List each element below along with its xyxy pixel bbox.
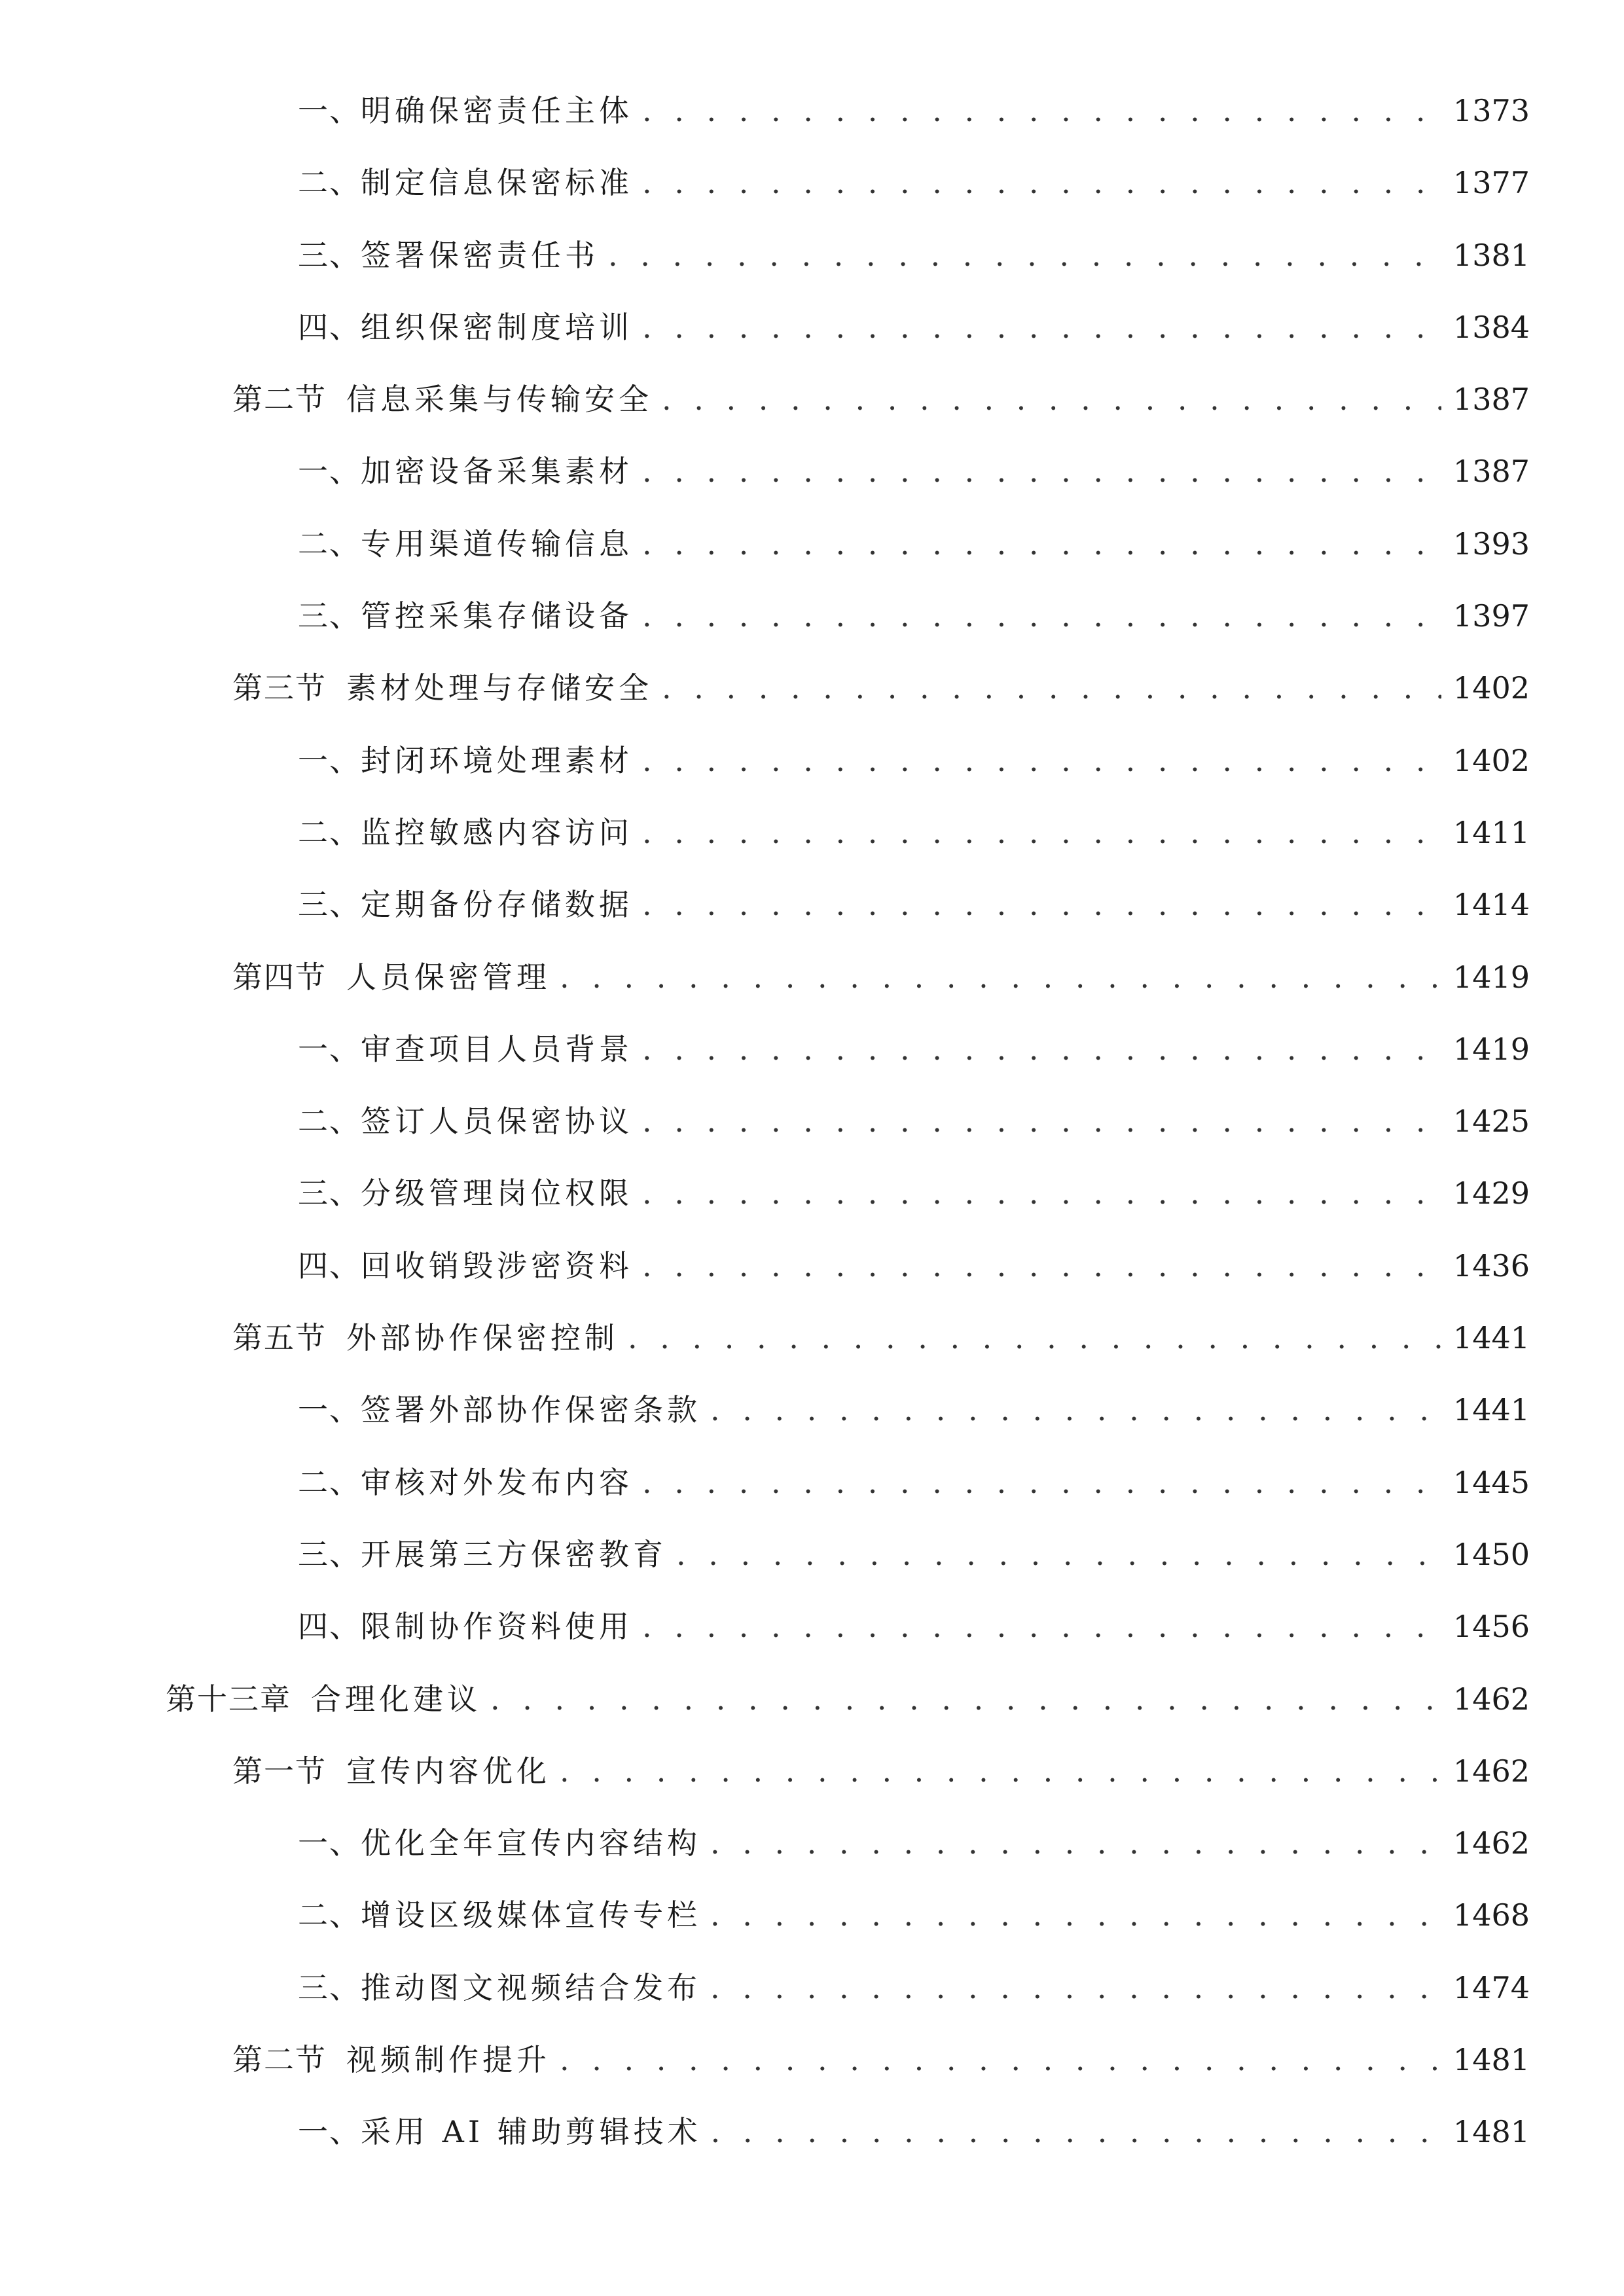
- toc-entry-page-number: 1450: [1453, 1536, 1530, 1572]
- toc-entry-page-number: 1393: [1453, 526, 1530, 562]
- toc-entry-title: 审查项目人员背景: [361, 1031, 633, 1067]
- toc-entry-title: 信息采集与传输安全: [346, 382, 653, 418]
- toc-entry-marker: 三、: [298, 1969, 361, 2005]
- toc-entry-item[interactable]: [0, 456, 1624, 528]
- dot-leader: [710, 1828, 1441, 1858]
- toc-entry-title: 明确保密责任主体: [361, 93, 633, 128]
- toc-entry-title: 视频制作提升: [346, 2042, 550, 2078]
- table-of-contents: [0, 93, 1624, 2189]
- dot-leader: [710, 1395, 1441, 1425]
- toc-entry-marker: 二、: [298, 1103, 361, 1139]
- toc-entry-item[interactable]: [0, 1897, 1624, 1972]
- toc-entry-page-number: 1402: [1453, 742, 1530, 778]
- toc-entry-item[interactable]: [0, 2114, 1624, 2189]
- toc-entry-marker: 二、: [298, 814, 361, 850]
- toc-entry-title: 定期备份存储数据: [361, 887, 633, 923]
- toc-entry-page-number: 1441: [1453, 1320, 1530, 1356]
- toc-entry-page-number: 1387: [1453, 454, 1530, 490]
- toc-entry-title: 采用 AI 辅助剪辑技术: [361, 2114, 702, 2150]
- toc-entry-title: 审核对外发布内容: [361, 1464, 633, 1500]
- toc-entry-item[interactable]: [0, 598, 1624, 673]
- toc-entry-page-number: 1397: [1453, 598, 1530, 634]
- toc-entry-marker: 第二节: [232, 2042, 327, 2078]
- toc-entry-page-number: 1411: [1453, 814, 1530, 850]
- toc-entry-page-number: 1474: [1453, 1969, 1530, 2005]
- toc-entry-title: 优化全年宣传内容结构: [361, 1825, 701, 1861]
- dot-leader: [642, 889, 1441, 920]
- toc-entry-marker: 第十三章: [166, 1681, 291, 1717]
- toc-entry-page-number: 1384: [1453, 309, 1530, 345]
- toc-entry-page-number: 1414: [1453, 887, 1530, 923]
- dot-leader: [642, 96, 1441, 126]
- toc-entry-item[interactable]: [0, 165, 1624, 240]
- toc-entry-title: 人员保密管理: [346, 959, 550, 995]
- toc-entry-page-number: 1402: [1453, 670, 1530, 706]
- toc-entry-marker: 一、: [298, 454, 361, 490]
- dot-leader: [662, 384, 1441, 414]
- toc-entry-title: 组织保密制度培训: [361, 309, 633, 345]
- toc-entry-marker: 二、: [298, 165, 361, 201]
- toc-entry-title: 外部协作保密控制: [346, 1320, 619, 1356]
- dot-leader: [642, 456, 1441, 486]
- toc-entry-title: 增设区级媒体宣传专栏: [361, 1897, 701, 1933]
- toc-entry-marker: 第一节: [232, 1753, 327, 1789]
- toc-entry-marker: 一、: [298, 742, 361, 778]
- toc-entry-marker: 三、: [298, 1536, 361, 1572]
- dot-leader: [642, 1034, 1441, 1064]
- dot-leader: [490, 1684, 1441, 1714]
- toc-entry-page-number: 1481: [1453, 2114, 1530, 2150]
- toc-entry-marker: 第二节: [232, 382, 327, 418]
- dot-leader: [710, 1973, 1441, 2003]
- toc-entry-marker: 第三节: [232, 670, 327, 706]
- toc-entry-marker: 四、: [298, 1609, 361, 1645]
- toc-entry-item[interactable]: [0, 526, 1624, 601]
- toc-entry-item[interactable]: [0, 814, 1624, 889]
- dot-leader: [560, 962, 1441, 992]
- toc-entry-item[interactable]: [0, 93, 1624, 168]
- toc-entry-item[interactable]: [0, 237, 1624, 312]
- dot-leader: [642, 1467, 1441, 1498]
- toc-entry-marker: 三、: [298, 1175, 361, 1211]
- toc-entry-page-number: 1419: [1453, 959, 1530, 995]
- toc-entry-title: 签署保密责任书: [361, 237, 599, 273]
- toc-entry-section[interactable]: [0, 2042, 1624, 2117]
- toc-entry-title: 监控敏感内容访问: [361, 814, 633, 850]
- toc-entry-item[interactable]: [0, 1031, 1624, 1106]
- toc-entry-item[interactable]: [0, 1825, 1624, 1900]
- toc-entry-section[interactable]: [0, 384, 1624, 456]
- toc-entry-page-number: 1481: [1453, 2042, 1530, 2078]
- toc-entry-item[interactable]: [0, 1175, 1624, 1250]
- dot-leader: [662, 673, 1441, 703]
- dot-leader: [711, 2117, 1441, 2147]
- dot-leader: [642, 817, 1441, 848]
- toc-entry-section[interactable]: [0, 959, 1624, 1034]
- toc-entry-title: 宣传内容优化: [346, 1753, 550, 1789]
- toc-entry-marker: 二、: [298, 526, 361, 562]
- dot-leader: [676, 1539, 1441, 1570]
- toc-entry-title: 推动图文视频结合发布: [361, 1969, 701, 2005]
- toc-entry-page-number: 1429: [1453, 1175, 1530, 1211]
- dot-leader: [560, 1756, 1441, 1786]
- dot-leader: [642, 1106, 1441, 1136]
- toc-entry-section[interactable]: [0, 1753, 1624, 1828]
- toc-entry-chapter[interactable]: [0, 1681, 1624, 1756]
- toc-entry-section[interactable]: [0, 670, 1624, 745]
- toc-entry-marker: 三、: [298, 598, 361, 634]
- toc-entry-title: 封闭环境处理素材: [361, 742, 633, 778]
- toc-entry-marker: 一、: [298, 1392, 361, 1428]
- toc-entry-marker: 一、: [298, 1825, 361, 1861]
- toc-entry-title: 分级管理岗位权限: [361, 1175, 633, 1211]
- dot-leader: [642, 1611, 1441, 1641]
- toc-entry-marker: 第五节: [232, 1320, 327, 1356]
- toc-entry-item[interactable]: [0, 1464, 1624, 1539]
- toc-entry-page-number: 1419: [1453, 1031, 1530, 1067]
- toc-entry-page-number: 1445: [1453, 1464, 1530, 1500]
- toc-entry-marker: 四、: [298, 309, 361, 345]
- toc-entry-item[interactable]: [0, 1969, 1624, 2045]
- toc-entry-marker: 一、: [298, 2114, 361, 2150]
- toc-entry-marker: 一、: [298, 93, 361, 128]
- toc-entry-item[interactable]: [0, 309, 1624, 384]
- toc-entry-title: 签署外部协作保密条款: [361, 1392, 701, 1428]
- toc-entry-title: 制定信息保密标准: [361, 165, 633, 201]
- toc-entry-page-number: 1436: [1453, 1247, 1530, 1283]
- toc-entry-title: 合理化建议: [311, 1681, 481, 1717]
- toc-entry-item[interactable]: [0, 1392, 1624, 1467]
- toc-entry-marker: 二、: [298, 1897, 361, 1933]
- toc-entry-page-number: 1462: [1453, 1825, 1530, 1861]
- toc-entry-section[interactable]: [0, 1320, 1624, 1395]
- toc-entry-title: 素材处理与存储安全: [346, 670, 653, 706]
- toc-entry-item[interactable]: [0, 742, 1624, 817]
- toc-entry-page-number: 1381: [1453, 237, 1530, 273]
- toc-entry-title: 管控采集存储设备: [361, 598, 633, 634]
- toc-entry-page-number: 1462: [1453, 1753, 1530, 1789]
- toc-entry-title: 开展第三方保密教育: [361, 1536, 667, 1572]
- toc-entry-title: 回收销毁涉密资料: [361, 1247, 633, 1283]
- toc-entry-title: 限制协作资料使用: [361, 1609, 633, 1645]
- toc-entry-marker: 第四节: [232, 959, 327, 995]
- toc-entry-page-number: 1441: [1453, 1392, 1530, 1428]
- dot-leader: [628, 1323, 1441, 1353]
- toc-entry-title: 专用渠道传输信息: [361, 526, 633, 562]
- toc-entry-item[interactable]: [0, 1536, 1624, 1611]
- toc-entry-item[interactable]: [0, 1247, 1624, 1323]
- toc-entry-page-number: 1387: [1453, 382, 1530, 418]
- dot-leader: [642, 1251, 1441, 1281]
- dot-leader: [642, 312, 1441, 342]
- toc-entry-marker: 一、: [298, 1031, 361, 1067]
- dot-leader: [642, 745, 1441, 776]
- toc-entry-page-number: 1425: [1453, 1103, 1530, 1139]
- toc-entry-marker: 三、: [298, 887, 361, 923]
- dot-leader: [642, 529, 1441, 559]
- toc-entry-marker: 二、: [298, 1464, 361, 1500]
- toc-entry-page-number: 1373: [1453, 93, 1530, 128]
- toc-entry-page-number: 1456: [1453, 1609, 1530, 1645]
- dot-leader: [642, 168, 1441, 198]
- toc-entry-item[interactable]: [0, 1611, 1624, 1683]
- dot-leader: [642, 1178, 1441, 1208]
- toc-entry-marker: 四、: [298, 1247, 361, 1283]
- dot-leader: [560, 2045, 1441, 2075]
- toc-entry-title: 签订人员保密协议: [361, 1103, 633, 1139]
- dot-leader: [642, 601, 1441, 631]
- toc-entry-page-number: 1377: [1453, 165, 1530, 201]
- dot-leader: [710, 1900, 1441, 1930]
- toc-entry-marker: 三、: [298, 237, 361, 273]
- toc-entry-item[interactable]: [0, 1103, 1624, 1178]
- toc-entry-page-number: 1462: [1453, 1681, 1530, 1717]
- toc-entry-title: 加密设备采集素材: [361, 454, 633, 490]
- toc-entry-page-number: 1468: [1453, 1897, 1530, 1933]
- toc-entry-item[interactable]: [0, 889, 1624, 961]
- dot-leader: [608, 240, 1441, 270]
